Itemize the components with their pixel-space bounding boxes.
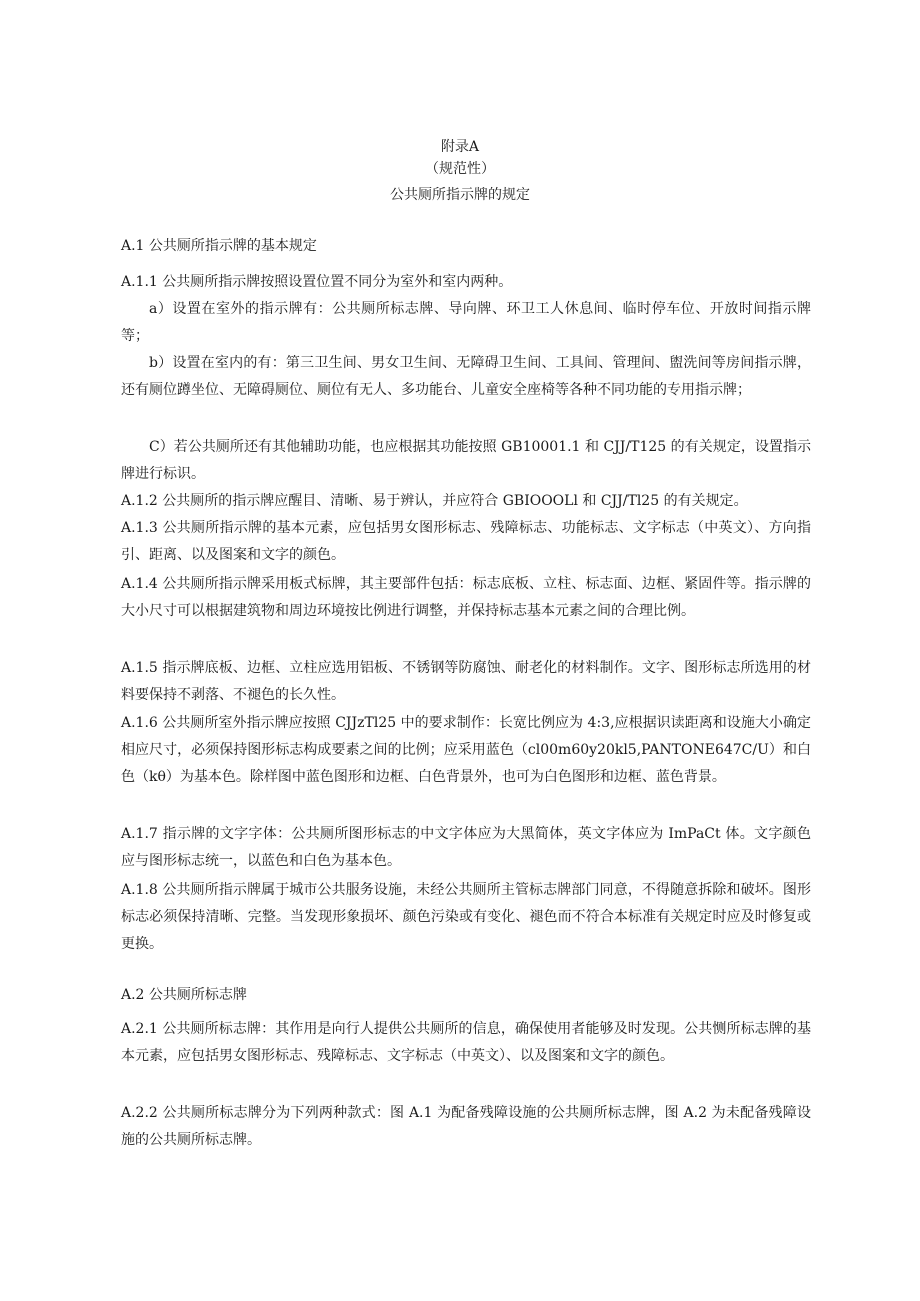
clause-a1-1: A.1.1 公共厕所指示牌按照设置位置不同分为室外和室内两种。 xyxy=(121,274,513,290)
clause-a1-4: A.1.4 公共厕所指示牌采用板式标牌，其主要部件包括：标志底板、立柱、标志面、边框、紧固件等。指示牌的大小尺寸可以根据建筑物和周边环境按比例进行调整，并保持标志基本元素之间的合理比例。 xyxy=(121,576,811,619)
clause-a1-3: A.1.3 公共厕所指示牌的基本元素，应包括男女图形标志、残障标志、功能标志、文字标志（中英文）、方向指引、距离、以及图案和文字的颜色。 xyxy=(121,520,811,563)
clause-a2-1: A.2.1 公共厕所标志牌：其作用是向行人提供公共厕所的信息，确保使用者能够及时发现。公共恻所标志牌的基本元素，应包括男女图形标志、残障标志、文字标志（中英文）、以及图案和文字的颜色。 xyxy=(121,1021,811,1064)
appendix-title: 公共厕所指示牌的规定 xyxy=(390,187,530,203)
clause-a1-8: A.1.8 公共厕所指示牌属于城市公共服务设施，未经公共厕所主管标志牌部门同意，不得随意拆除和破坏。图形标志必须保持清晰、完整。当发现形象损坏、颜色污染或有变化、褪色而不符合本标准有关规定时应及时修复或更换。 xyxy=(121,882,811,952)
clause-a1-7: A.1.7 指示牌的文字字体：公共厕所图形标志的中文字体应为大黑简体，英文字体应为 ImPaCt 体。文字颜色应与图形标志统一，以蓝色和白色为基本色。 xyxy=(121,826,811,869)
clause-a1-1-b: b）设置在室内的有：第三卫生间、男女卫生间、无障碍卫生间、工具间、管理间、盥洗间等房间指示牌，还有厕位蹲坐位、无障碍厕位、厕位有无人、多功能台、儿童安全座椅等各种不同功能的专用指示牌； xyxy=(121,355,811,398)
clause-a1-1-a: a）设置在室外的指示牌有：公共厕所标志牌、导向牌、环卫工人休息间、临时停车位、开放时间指示牌等； xyxy=(121,301,811,344)
appendix-label: 附录A xyxy=(440,139,480,155)
clause-a1-6: A.1.6 公共厕所室外指示牌应按照 CJJzTl25 中的要求制作：长宽比例应为 4:3,应根据识读距离和设施大小确定相应尺寸，必须保持图形标志构成要素之间的比例；应采用蓝色（cl00m60y20kl5,PANTONE647C/U）和白色（kθ）为基本色。除样图中蓝色图形和边框、白色背景外，也可为白色图形和边框、蓝色背景。 xyxy=(121,715,811,785)
section-heading-a2: A.2 公共厕所标志牌 xyxy=(121,987,247,1003)
clause-a2-2: A.2.2 公共厕所标志牌分为下列两种款式：图 A.1 为配备残障设施的公共厕所标志牌，图 A.2 为未配备残障设施的公共厕所标志牌。 xyxy=(121,1105,811,1148)
section-heading-a1: A.1 公共厕所指示牌的基本规定 xyxy=(121,238,317,254)
clause-a1-5: A.1.5 指示牌底板、边框、立柱应选用铝板、不锈钢等防腐蚀、耐老化的材料制作。文字、图形标志所选用的材料要保持不剥落、不褪色的长久性。 xyxy=(121,660,811,703)
clause-a1-1-c: C）若公共厕所还有其他辅助功能，也应根据其功能按照 GB10001.1 和 CJJ/T125 的有关规定，设置指示牌进行标识。 xyxy=(121,439,811,482)
appendix-nature: （规范性） xyxy=(425,161,495,177)
clause-a1-2: A.1.2 公共厕所的指示牌应醒目、清晰、易于辨认，并应符合 GBIOOOLl 和 CJJ/Tl25 的有关规定。 xyxy=(121,493,748,509)
